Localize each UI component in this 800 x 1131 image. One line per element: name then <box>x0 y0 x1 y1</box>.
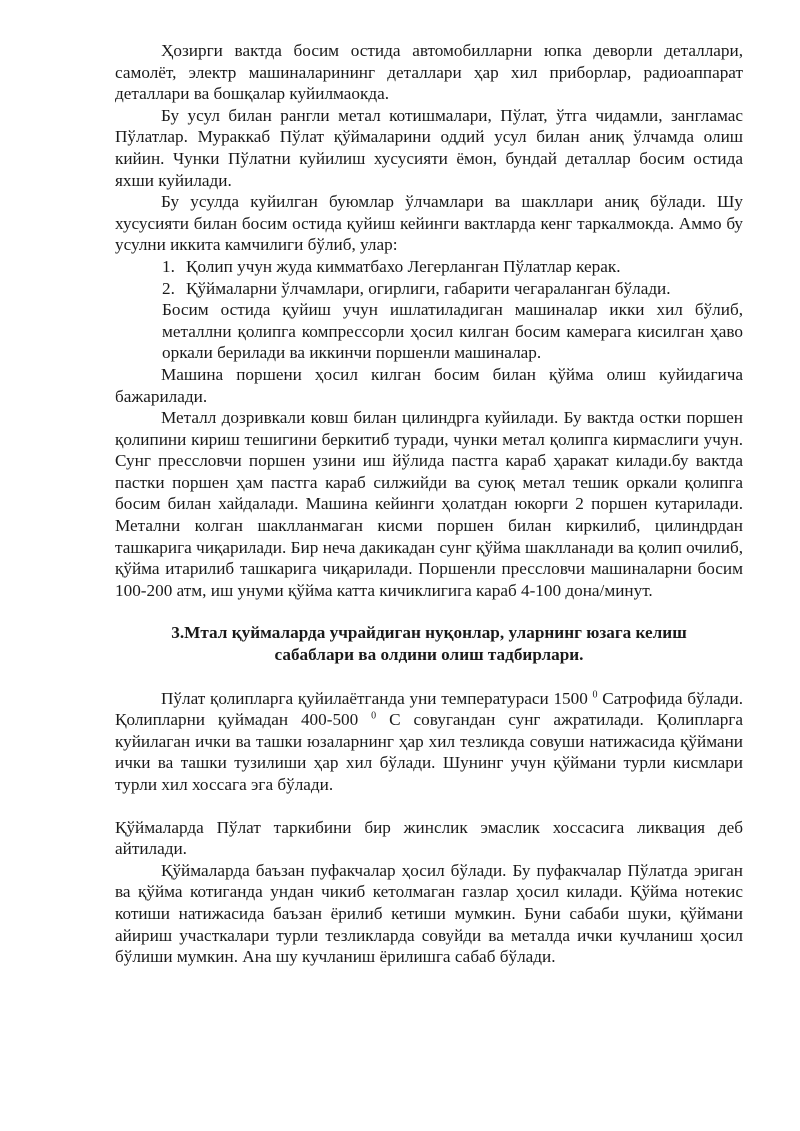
temperature-text-a: Пўлат қолипларга қуйилаётганда уни температураси 1500 <box>161 688 588 708</box>
list-text: Қолип учун жуда кимматбахо Легерланган Пўлатлар керак. <box>186 256 621 276</box>
list-item <box>115 256 743 278</box>
temperature-text-c: С совугандан сунг ажратилади. Қолипларга куйилаган ички ва ташки юзаларнинг ҳар хил тезликда совуши натижасида қўймани ички ва ташки тузилиши ҳар хил бўлади. Шунинг учун қўймани турли кисмлари турли хил хоссага эга бўлади. <box>115 710 744 794</box>
paragraph-temperature <box>115 688 743 796</box>
paragraph-intro: Ҳозирги вактда босим остида автомобилларни юпка деворли деталлари, самолёт, электр машиналарининг деталлари ҳар хил приборлар, радиоаппарат деталлари ва бошқалар куйилмаокда. <box>115 41 743 104</box>
paragraph-alloys: Бу усул билан рангли метал котишмалари, Пўлат, ўтга чидамли, зангламас Пўлатлар. Мураккаб Пўлат қўймаларини оддий усул билан аниқ ўлчамда олиш кийин. Чунки Пўлатни куйилиш хусусияти ёмон, бундай деталлар босим остида яхши куйилади. <box>115 105 743 190</box>
paragraph-bubbles: Қўймаларда баъзан пуфакчалар ҳосил бўлади. Бу пуфакчалар Пўлатда эриган ва қўйма котиганда ундан чикиб кетолмаган газлар ҳосил килади. Қўйма нотекис котиши натижасида баъзан ёрилиб кетиши мумкин. Буни сабаби шуки, қўймани айириш участкалари турли тезликларда совуйди ва металда ички кучланиш ҳосил бўлиши мумкин. Ана шу кучланиш ёрилишга сабаб бўлади. <box>115 860 743 967</box>
section-heading: 3.Мтал қуймаларда учрайдиган нуқонлар, уларнинг юзага келиш сабаблари ва олдини олиш тадбирлари. <box>171 623 687 665</box>
temperature-text-b: Сатрофида бўлади. Қолипларни қуймадан 400-500 <box>115 688 744 730</box>
list-number: 1. <box>162 256 175 276</box>
paragraph-advantages: Бу усулда куйилган буюмлар ўлчамлари ва шакллари аниқ бўлади. Шу хусусияти билан босим остида қуйиш кейинги вактларда кенг таркалмокда. Аммо бу усулни иккита камчилиги бўлиб, улар: <box>115 192 743 255</box>
list-number: 2. <box>162 278 175 298</box>
list-item <box>115 278 743 300</box>
paragraph-liquation: Қўймаларда Пўлат таркибини бир жинслик эмаслик хоссасига ликвация деб айтилади. <box>115 817 743 859</box>
list-text: Қўймаларни ўлчамлари, огирлиги, габарити чегараланган бўлади. <box>186 278 671 298</box>
paragraph-piston: Машина поршени ҳосил килган босим билан қўйма олиш куйидагича бажарилади. <box>115 364 743 406</box>
document-page <box>115 40 743 968</box>
degree-superscript: 0 <box>592 688 598 700</box>
degree-superscript: 0 <box>371 710 377 722</box>
paragraph-process: Металл дозривкали ковш билан цилиндрга куйилади. Бу вактда остки поршен қолипини кириш тешигини беркитиб туради, чунки метал қолипга кирмаслиги учун. Сунг прессловчи поршен узини иш йўлида пастга караб ҳаракат килади.бу вактда пастки поршен ҳам пастга караб силжийди ва суюқ метал тешик оркали қолипга босим билан хайдалади. Машина кейинги ҳолатдан юкорги 2 поршен кутарилади. Метални колган шаклланмаган кисми поршен билан киркилиб, цилиндрдан ташкарига чиқарилади. Бир неча дакикадан сунг қўйма шаклланади ва қолип очилиб, қўйма итарилиб ташкарига чиқарилади. Поршенли прессловчи машиналарни босим 100-200 атм, иш унуми қўйма катта кичиклигига караб 4-100 дона/минут. <box>115 408 743 600</box>
paragraph-machines: Босим остида қуйиш учун ишлатиладиган машиналар икки хил бўлиб, металлни қолипга компрессорли ҳосил килган босим камерага кисилган ҳаво оркали берилади ва иккинчи поршенли машиналар. <box>162 300 743 363</box>
